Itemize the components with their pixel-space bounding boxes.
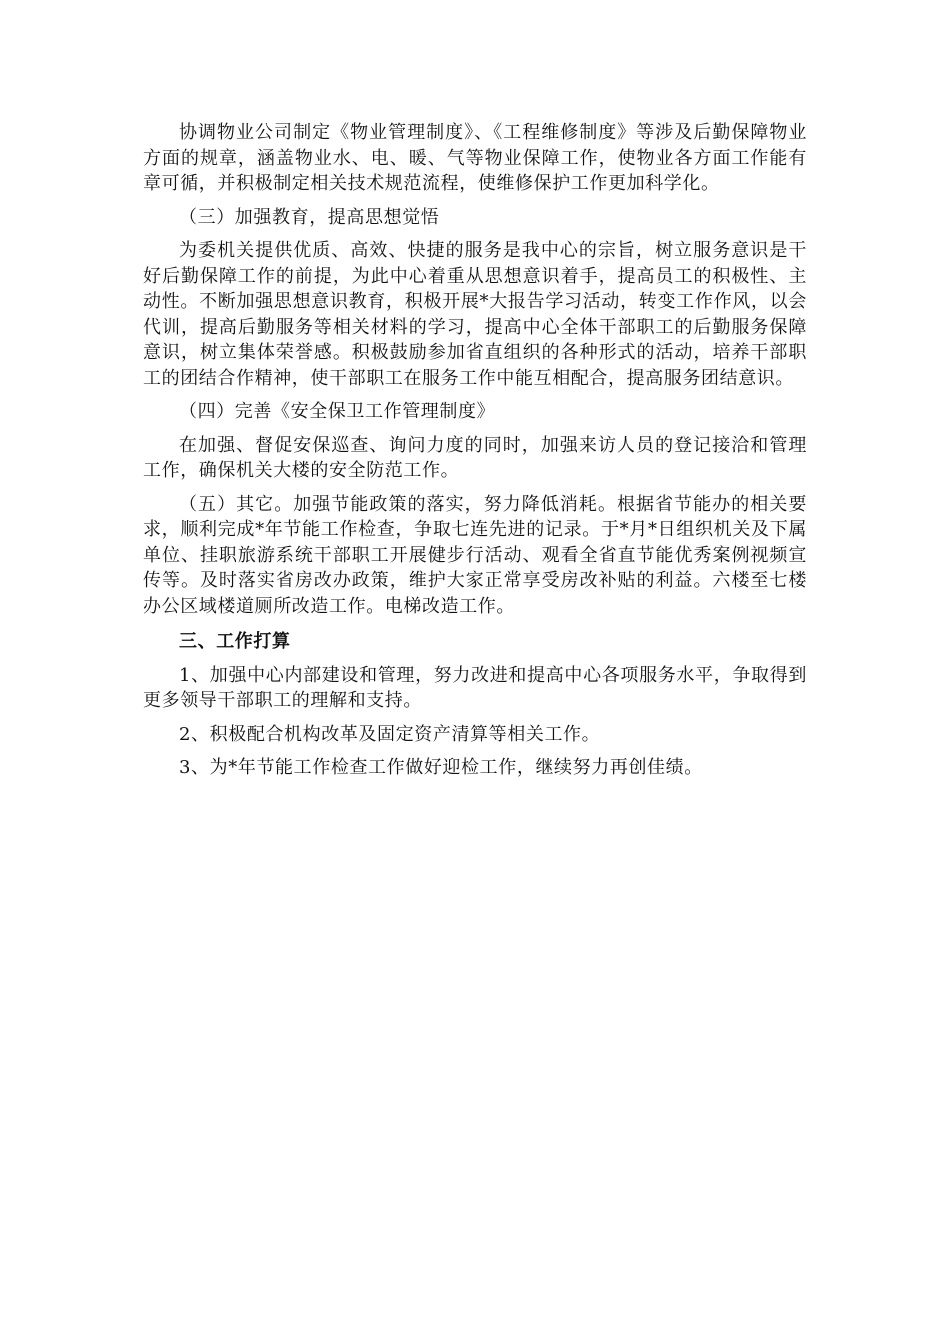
paragraph-security-patrol: 在加强、督促安保巡查、询问力度的同时，加强来访人员的登记接洽和管理工作，确保机关大楼的安全防范工作。	[143, 434, 807, 481]
paragraph-property-rules: 协调物业公司制定《物业管理制度》、《工程维修制度》等涉及后勤保障物业方面的规章，涵盖物业水、电、暖、气等物业保障工作，使物业各方面工作能有章可循，并积极制定相关技术规范流程，使维修保护工作更加科学化。	[143, 122, 807, 194]
plan-item-3: 3、为*年节能工作检查工作做好迎检工作，继续努力再创佳绩。	[179, 757, 703, 778]
document-page	[143, 120, 807, 781]
plan-item-1: 1、加强中心内部建设和管理，努力改进和提高中心各项服务水平，争取得到更多领导干部职工的理解和支持。	[143, 664, 807, 711]
paragraph-other-energy: （五）其它。加强节能政策的落实，努力降低消耗。根据省节能办的相关要求，顺利完成*年节能工作检查，争取七连先进的记录。于*月*日组织机关及下属单位、挂职旅游系统干部职工开展健步行活动、观看全省直节能优秀案例视频宣传等。及时落实省房改办政策，维护大家正常享受房改补贴的利益。六楼至七楼办公区域楼道厕所改造工作。电梯改造工作。	[143, 493, 807, 617]
subheading-security-rules: （四）完善《安全保卫工作管理制度》	[179, 401, 496, 422]
paragraph-service-awareness: 为委机关提供优质、高效、快捷的服务是我中心的宗旨，树立服务意识是干好后勤保障工作的前提，为此中心着重从思想意识着手，提高员工的积极性、主动性。不断加强思想意识教育，积极开展*大报告学习活动，转变工作作风，以会代训，提高后勤服务等相关材料的学习，提高中心全体干部职工的后勤服务保障意识，树立集体荣誉感。积极鼓励参加省直组织的各种形式的活动，培养干部职工的团结合作精神，使干部职工在服务工作中能互相配合，提高服务团结意识。	[143, 240, 807, 389]
section-heading-work-plan: 三、工作打算	[179, 631, 291, 652]
subheading-education: （三）加强教育，提高思想觉悟	[179, 206, 440, 228]
plan-item-2: 2、积极配合机构改革及固定资产清算等相关工作。	[179, 723, 601, 745]
